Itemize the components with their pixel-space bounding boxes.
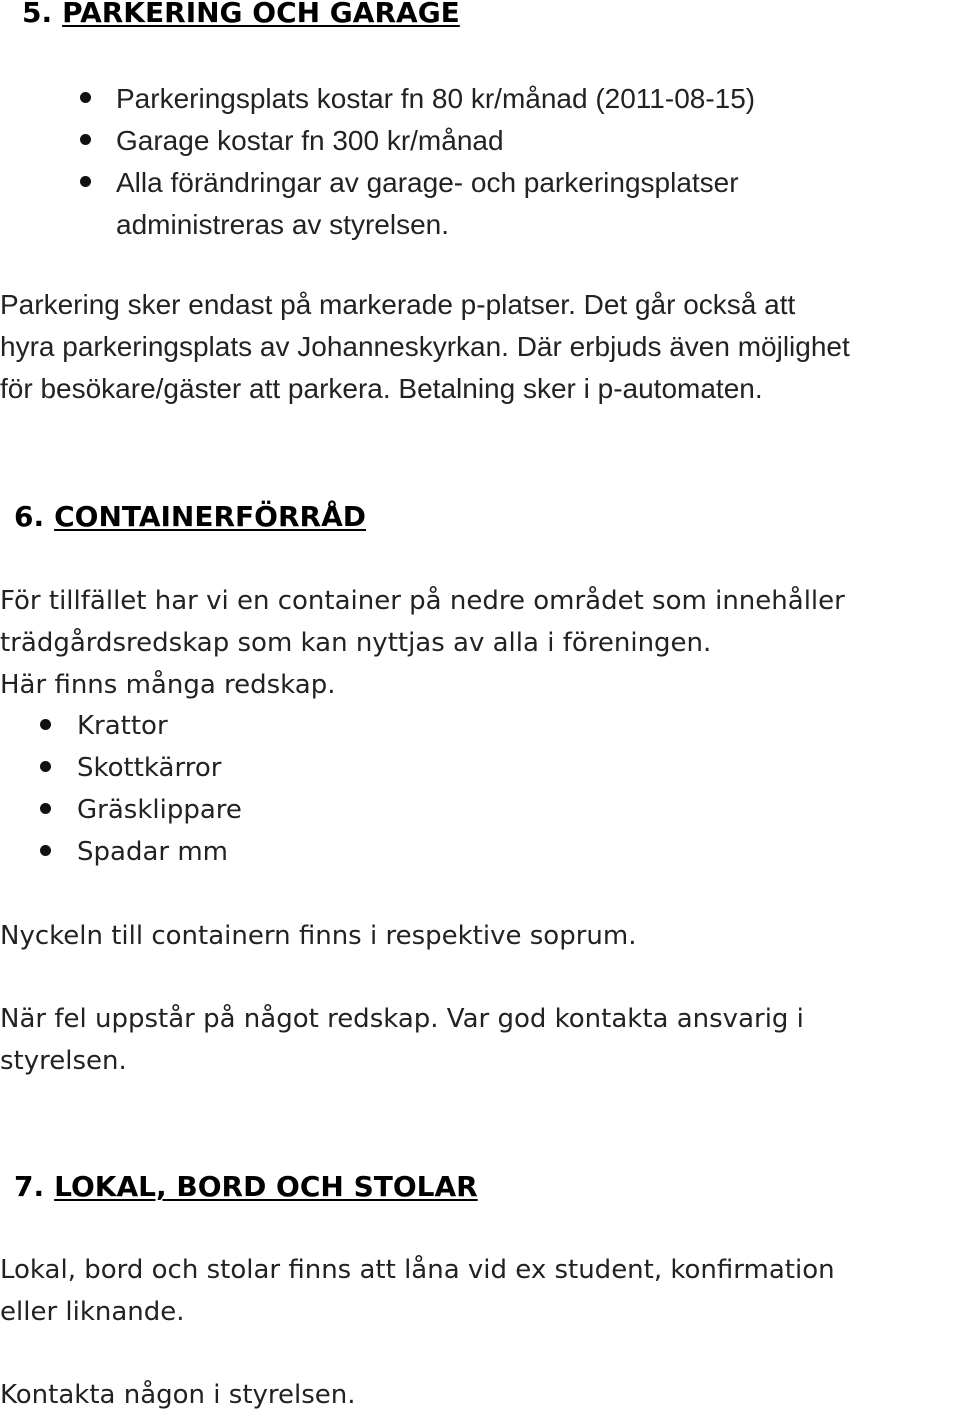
section-title: PARKERING OCH GARAGE bbox=[62, 0, 460, 29]
section-5-heading bbox=[22, 0, 460, 30]
section-title: LOKAL, BORD OCH STOLAR bbox=[54, 1170, 478, 1203]
contact-text: Kontakta någon i styrelsen. bbox=[0, 1380, 356, 1410]
premises-text: Lokal, bord och stolar finns att låna vid ex student, konfirmation eller liknande. bbox=[0, 1255, 835, 1327]
bullet-icon bbox=[40, 761, 51, 772]
section-7-heading bbox=[14, 1170, 478, 1204]
container-fault-text: När fel uppstår på något redskap. Var god kontakta ansvarig i styrelsen. bbox=[0, 1004, 804, 1076]
bullet-icon bbox=[80, 134, 91, 145]
container-key-text: Nyckeln till containern finns i respektive soprum. bbox=[0, 921, 637, 951]
bullet-icon bbox=[40, 803, 51, 814]
document-page: 5. PARKERING OCH GARAGE Parkeringsplats kostar fn 80 kr/månad (2011-08-15) Garage kostar fn 300 kr/månad Alla förändringar av garage- och parkeringsplatser administreras av styrelsen. Parkering sker endast på markerade p-platser. Det går också att hyra parkeringsplats av Johanneskyrkan. Där erbjuds även möjlighet för besökare/gäster att parkera. Betalning sker i p-automaten. 6. CONTAINERFÖRRÅD För tillfället har vi en container på nedre området som innehåller trädgårdsredskap som kan nyttjas av alla i föreningen. Här finns många redskap. Krattor Skottkärror Gräsklippare Spadar mm Nyckeln till containern finns i respektive soprum. När fel uppstår på något redskap. Var god kontakta ansvarig i styrelsen. 7. LOKAL, BORD OCH STOLAR Lokal, bord och stolar finns att låna vid ex student, konfirmation eller liknande. Kontakta någon i styrelsen. bbox=[0, 0, 960, 1417]
section-number: 7. bbox=[14, 1170, 45, 1203]
section-number: 6. bbox=[14, 500, 45, 533]
section-number: 5. bbox=[22, 0, 53, 29]
bullet-icon bbox=[40, 845, 51, 856]
section-title: CONTAINERFÖRRÅD bbox=[54, 500, 367, 533]
container-intro: För tillfället har vi en container på nedre området som innehåller trädgårdsredskap som kan nyttjas av alla i föreningen. Här finns många redskap. bbox=[0, 586, 845, 700]
bullet-icon bbox=[80, 176, 91, 187]
parking-paragraph: Parkering sker endast på markerade p-platser. Det går också att hyra parkeringsplats av Johanneskyrkan. Där erbjuds även möjlighet för besökare/gäster att parkera. Betalning sker i p-automaten. bbox=[0, 289, 850, 404]
bullet-icon bbox=[80, 92, 91, 103]
section-6-heading bbox=[14, 500, 366, 534]
bullet-icon bbox=[40, 719, 51, 730]
